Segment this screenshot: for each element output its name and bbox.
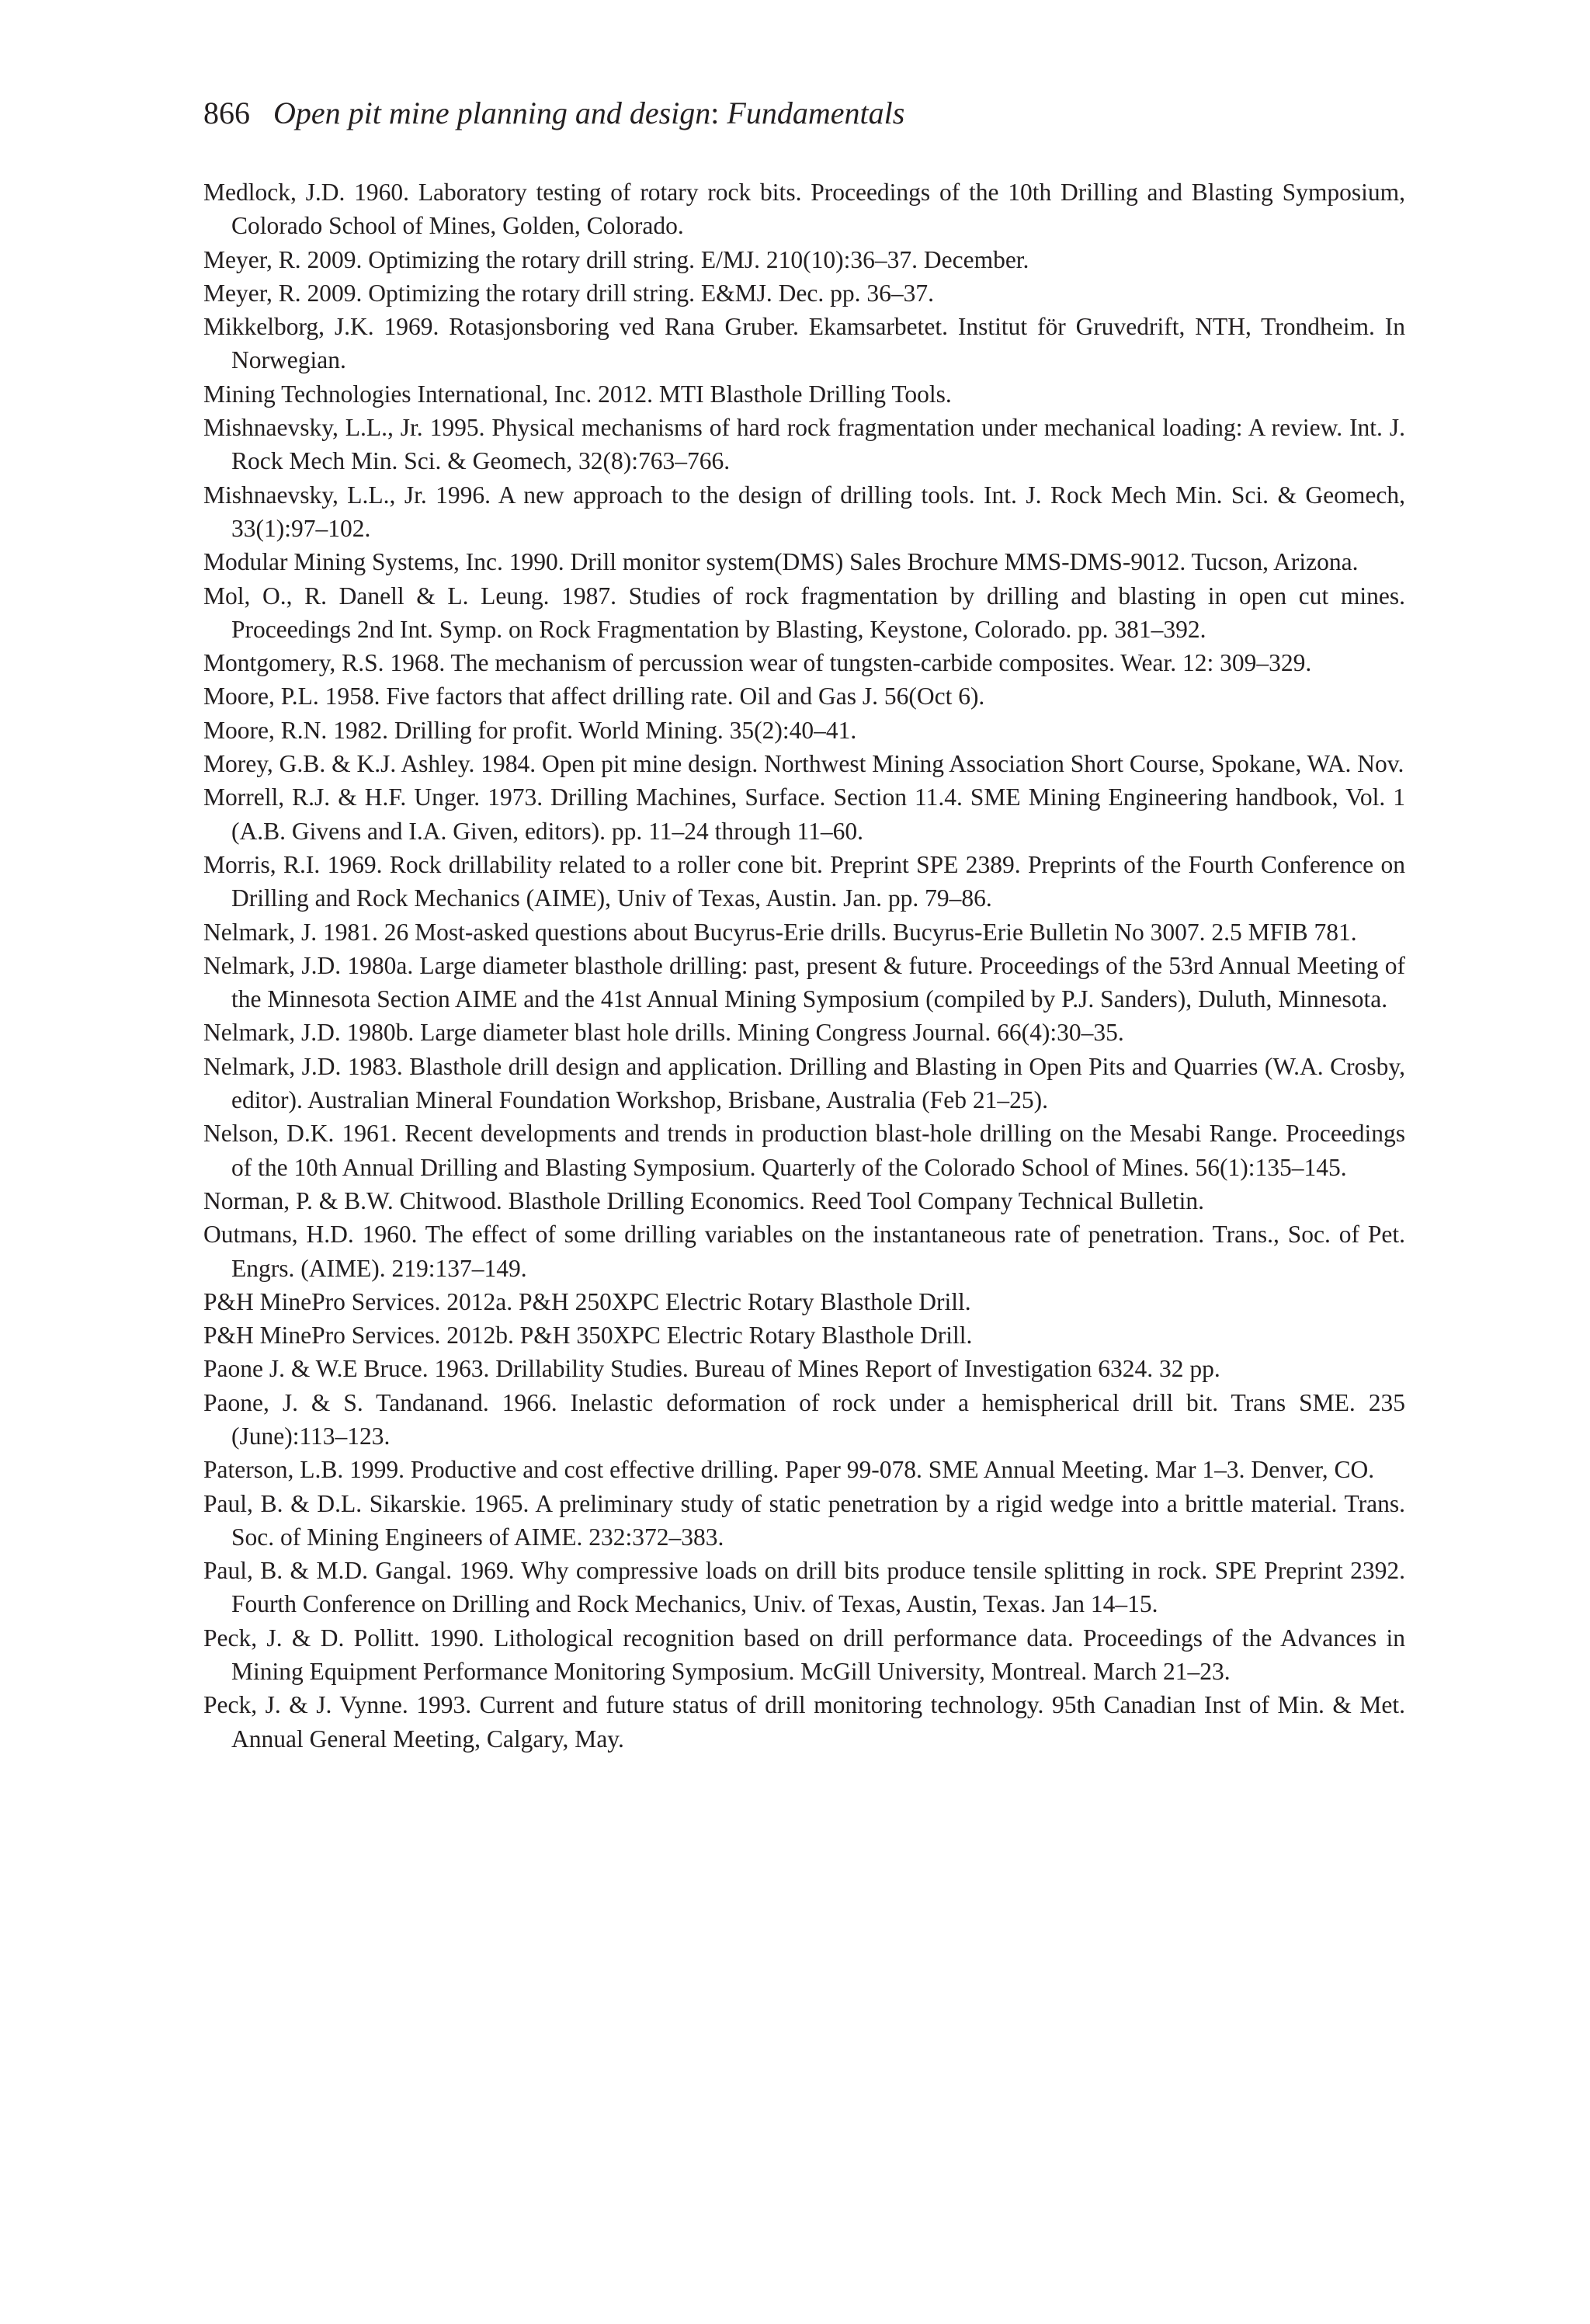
reference-entry: Meyer, R. 2009. Optimizing the rotary drill string. E/MJ. 210(10):36–37. December.: [203, 245, 1029, 273]
reference-entry: Mol, O., R. Danell & L. Leung. 1987. Studies of rock fragmentation by drilling and blasting in open cut mines. Proceedings 2nd Int. Symp. on Rock Fragmentation by Blasting, Keystone, Colorado. pp. 381–392.: [203, 582, 1405, 643]
page-number: 866: [203, 96, 250, 130]
reference-entry: Mining Technologies International, Inc. 2012. MTI Blasthole Drilling Tools.: [203, 380, 952, 408]
reference-entry: Paul, B. & D.L. Sikarskie. 1965. A preliminary study of static penetration by a rigid wedge into a brittle material. Trans. Soc. of Mining Engineers of AIME. 232:372–383.: [203, 1489, 1405, 1551]
reference-entry: Paone, J. & S. Tandanand. 1966. Inelastic deformation of rock under a hemispherical drill bit. Trans SME. 235 (June):113–123.: [203, 1388, 1405, 1450]
reference-entry: Nelmark, J. 1981. 26 Most-asked questions about Bucyrus-Erie drills. Bucyrus-Erie Bulletin No 3007. 2.5 MFIB 781.: [203, 918, 1357, 946]
reference-entry: Paone J. & W.E Bruce. 1963. Drillability Studies. Bureau of Mines Report of Investigation 6324. 32 pp.: [203, 1355, 1220, 1383]
reference-entry: Morrell, R.J. & H.F. Unger. 1973. Drilling Machines, Surface. Section 11.4. SME Mining Engineering handbook, Vol. 1 (A.B. Givens and I.A. Given, editors). pp. 11–24 through 11–60.: [203, 783, 1405, 845]
reference-entry: Morey, G.B. & K.J. Ashley. 1984. Open pit mine design. Northwest Mining Association Short Course, Spokane, WA. Nov.: [203, 750, 1404, 778]
reference-entry: Norman, P. & B.W. Chitwood. Blasthole Drilling Economics. Reed Tool Company Technical Bulletin.: [203, 1186, 1205, 1214]
reference-entry: Mishnaevsky, L.L., Jr. 1995. Physical mechanisms of hard rock fragmentation under mechanical loading: A review. Int. J. Rock Mech Min. Sci. & Geomech, 32(8):763–766.: [203, 414, 1405, 475]
reference-entry: Mishnaevsky, L.L., Jr. 1996. A new approach to the design of drilling tools. Int. J. Rock Mech Min. Sci. & Geomech, 33(1):97–102.: [203, 481, 1405, 542]
reference-entry: Nelmark, J.D. 1980a. Large diameter blasthole drilling: past, present & future. Proceedings of the 53rd Annual Meeting of the Minnesota Section AIME and the 41st Annual Mining Symposium (compiled by P.J. Sanders), Duluth, Minnesota.: [203, 951, 1405, 1013]
reference-list: [203, 175, 1405, 1756]
reference-entry: Paterson, L.B. 1999. Productive and cost effective drilling. Paper 99-078. SME Annual Meeting. Mar 1–3. Denver, CO.: [203, 1456, 1375, 1484]
reference-entry: Morris, R.I. 1969. Rock drillability related to a roller cone bit. Preprint SPE 2389. Preprints of the Fourth Conference on Drilling and Rock Mechanics (AIME), Univ of Texas, Austin. Jan. pp. 79–86.: [203, 850, 1405, 912]
reference-entry: Outmans, H.D. 1960. The effect of some drilling variables on the instantaneous rate of penetration. Trans., Soc. of Pet. Engrs. (AIME). 219:137–149.: [203, 1221, 1405, 1282]
reference-entry: Mikkelborg, J.K. 1969. Rotasjonsboring ved Rana Gruber. Ekamsarbetet. Institut för Gruvedrift, NTH, Trondheim. In Norwegian.: [203, 313, 1405, 374]
reference-entry: Peck, J. & J. Vynne. 1993. Current and future status of drill monitoring technology. 95th Canadian Inst of Min. & Met. Annual General Meeting, Calgary, May.: [203, 1691, 1405, 1753]
reference-entry: Moore, P.L. 1958. Five factors that affect drilling rate. Oil and Gas J. 56(Oct 6).: [203, 683, 985, 710]
reference-entry: Nelmark, J.D. 1983. Blasthole drill design and application. Drilling and Blasting in Open Pits and Quarries (W.A. Crosby, editor). Australian Mineral Foundation Workshop, Brisbane, Australia (Feb 21–25).: [203, 1052, 1405, 1114]
reference-entry: P&H MinePro Services. 2012b. P&H 350XPC Electric Rotary Blasthole Drill.: [203, 1322, 973, 1350]
book-title: Open pit mine planning and design: [273, 96, 711, 130]
reference-entry: P&H MinePro Services. 2012a. P&H 250XPC Electric Rotary Blasthole Drill.: [203, 1287, 971, 1315]
title-separator: :: [710, 96, 720, 130]
book-subtitle: Fundamentals: [727, 96, 905, 130]
reference-entry: Peck, J. & D. Pollitt. 1990. Lithological recognition based on drill performance data. Proceedings of the Advances in Mining Equipment Performance Monitoring Symposium. McGill University, Montreal. March 21–23.: [203, 1624, 1405, 1686]
reference-entry: Moore, R.N. 1982. Drilling for profit. World Mining. 35(2):40–41.: [203, 716, 857, 744]
reference-entry: Modular Mining Systems, Inc. 1990. Drill monitor system(DMS) Sales Brochure MMS-DMS-9012. Tucson, Arizona.: [203, 548, 1359, 576]
reference-entry: Medlock, J.D. 1960. Laboratory testing of rotary rock bits. Proceedings of the 10th Drilling and Blasting Symposium, Colorado School of Mines, Golden, Colorado.: [203, 179, 1405, 240]
reference-entry: Meyer, R. 2009. Optimizing the rotary drill string. E&MJ. Dec. pp. 36–37.: [203, 279, 934, 307]
reference-entry: Montgomery, R.S. 1968. The mechanism of percussion wear of tungsten-carbide composites. Wear. 12: 309–329.: [203, 649, 1312, 677]
running-head: [203, 90, 904, 137]
reference-entry: Paul, B. & M.D. Gangal. 1969. Why compressive loads on drill bits produce tensile splitting in rock. SPE Preprint 2392. Fourth Conference on Drilling and Rock Mechanics, Univ. of Texas, Austin, Texas. Jan 14–15.: [203, 1557, 1405, 1618]
reference-entry: Nelmark, J.D. 1980b. Large diameter blast hole drills. Mining Congress Journal. 66(4):30–35.: [203, 1019, 1124, 1047]
reference-entry: Nelson, D.K. 1961. Recent developments and trends in production blast-hole drilling on the Mesabi Range. Proceedings of the 10th Annual Drilling and Blasting Symposium. Quarterly of the Colorado School of Mines. 56(1):135–145.: [203, 1120, 1405, 1181]
